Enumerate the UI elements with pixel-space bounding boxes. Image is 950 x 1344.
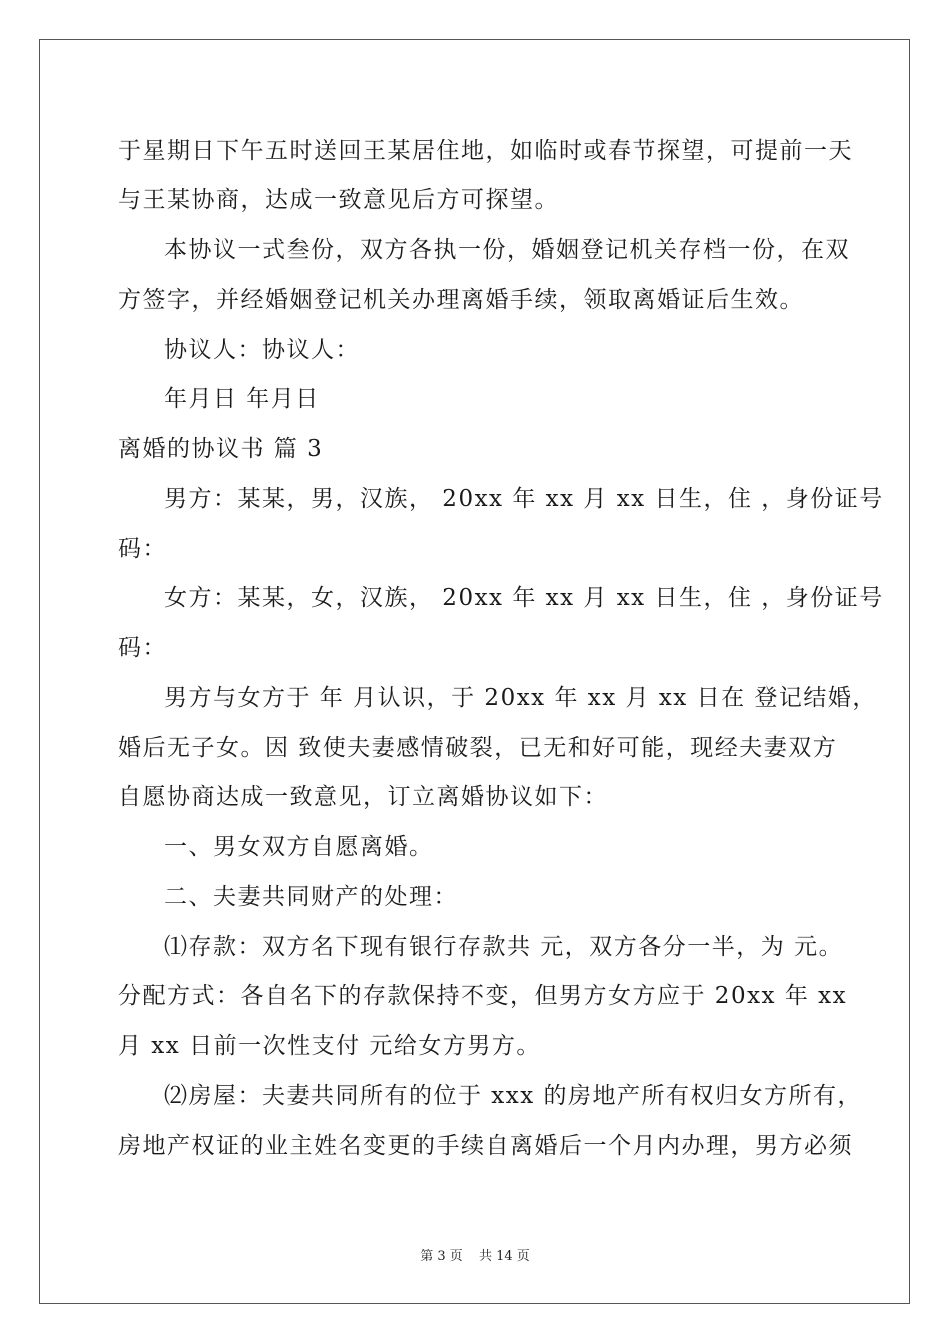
text-line: 自愿协商达成一致意见，订立离婚协议如下：	[118, 784, 608, 810]
page-number: 第 3 页	[420, 1249, 463, 1264]
page-border	[39, 39, 910, 1304]
text-line: 码：	[118, 536, 167, 562]
text-line: ⑵房屋：夫妻共同所有的位于 xxx 的房地产所有权归女方所有，	[164, 1083, 863, 1109]
page-footer	[0, 1245, 950, 1264]
text-line: 本协议一式叁份，双方各执一份，婚姻登记机关存档一份，在双	[164, 237, 850, 263]
text-line: 房地产权证的业主姓名变更的手续自离婚后一个月内办理，男方必须	[118, 1133, 853, 1159]
text-line: 分配方式：各自名下的存款保持不变，但男方女方应于 20xx 年 xx	[118, 983, 848, 1009]
text-line: 二、夫妻共同财产的处理：	[164, 884, 458, 910]
text-line: 女方：某某，女，汉族， 20xx 年 xx 月 xx 日生，住 ，身份证号	[164, 585, 884, 611]
page-total: 共 14 页	[478, 1249, 530, 1264]
text-line: 码：	[118, 635, 167, 661]
text-line: 与王某协商，达成一致意见后方可探望。	[118, 187, 559, 213]
text-line: 男方与女方于 年 月认识，于 20xx 年 xx 月 xx 日在 登记结婚，	[164, 685, 877, 711]
text-line: 婚后无子女。因 致使夫妻感情破裂，已无和好可能，现经夫妻双方	[118, 735, 838, 761]
section-title: 离婚的协议书 篇 3	[118, 436, 324, 462]
text-line: 男方：某某，男，汉族， 20xx 年 xx 月 xx 日生，住 ，身份证号	[164, 486, 884, 512]
text-line: 方签字，并经婚姻登记机关办理离婚手续，领取离婚证后生效。	[118, 287, 804, 313]
date-line: 年月日 年月日	[164, 386, 320, 412]
text-line: 于星期日下午五时送回王某居住地，如临时或春节探望，可提前一天	[118, 138, 853, 164]
text-line: 月 xx 日前一次性支付 元给女方男方。	[118, 1033, 541, 1059]
signature-label: 协议人：协议人：	[164, 337, 360, 363]
text-line: 一、男女双方自愿离婚。	[164, 834, 434, 860]
text-line: ⑴存款：双方名下现有银行存款共 元，双方各分一半，为 元。	[164, 934, 844, 960]
